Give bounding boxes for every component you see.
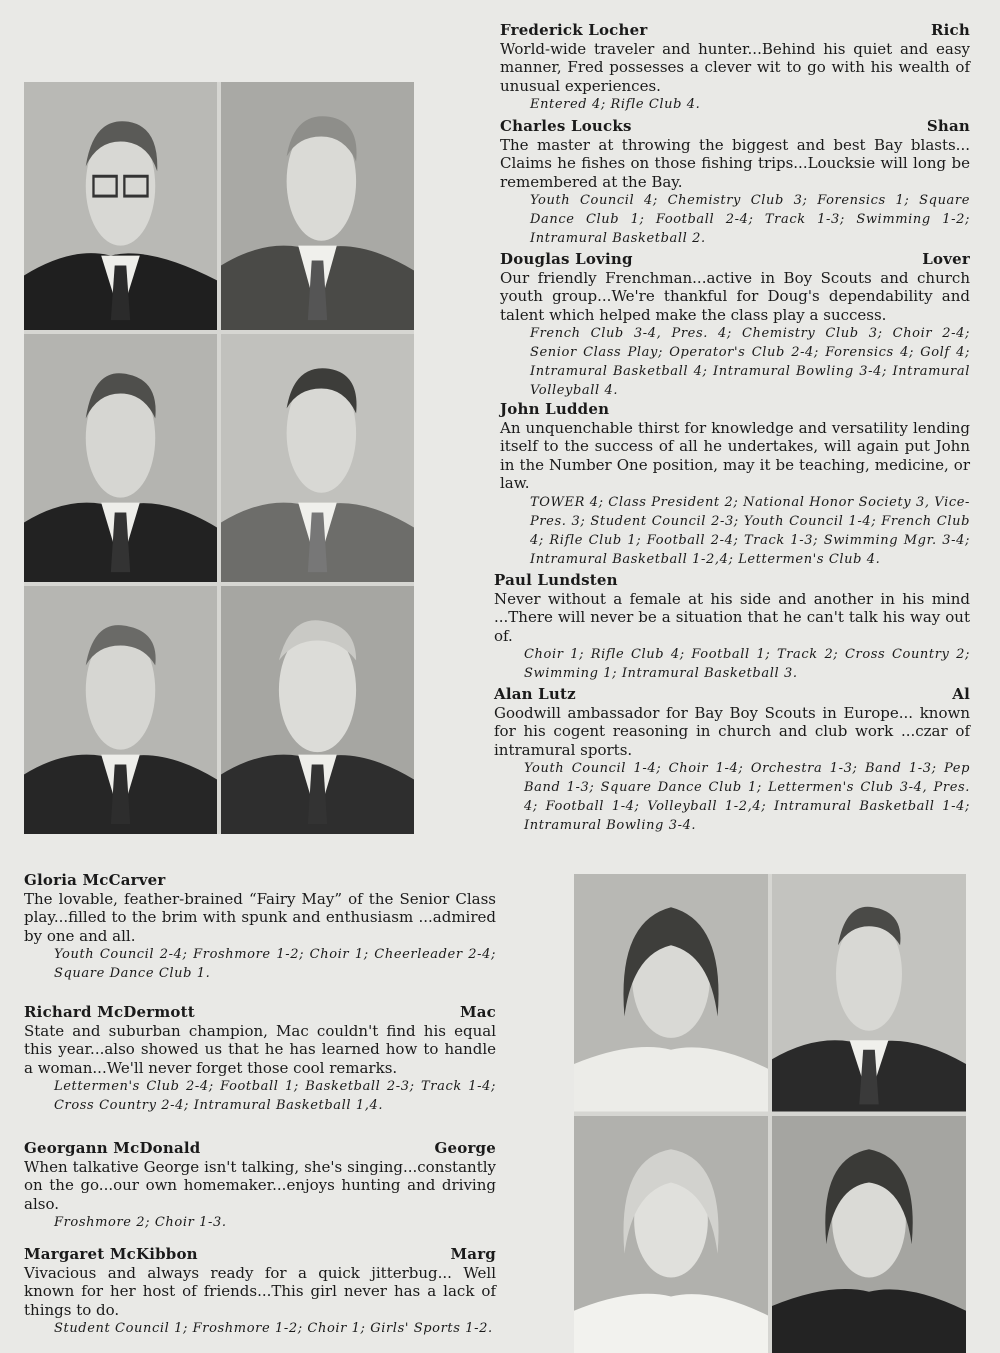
entry-header [24, 1139, 496, 1158]
senior-activities: TOWER 4; Class President 2; National Honor Society 3, Vice-Pres. 3; Student Council 2-3; Youth Council 1-4; French Club 4; Rifle Club 1; Football 2-4; Track 1-3; Swimming Mgr. 3-4; Intramural Basketball 1-2,4; Lettermen's Club 4. [530, 494, 970, 567]
senior-activities: Entered 4; Rifle Club 4. [530, 97, 701, 113]
senior-name: Paul Lundsten [494, 571, 618, 589]
portrait-photo [221, 82, 414, 330]
entry-header [24, 1245, 496, 1264]
senior-nickname: Rich [930, 21, 970, 39]
senior-entry [24, 1245, 496, 1338]
portrait-photo [221, 586, 414, 834]
senior-activities: French Club 3-4, Pres. 4; Chemistry Club 3; Choir 2-4; Senior Class Play; Operator's Club 2-4; Forensics 4; Golf 4; Intramural Basketball 4; Intramural Bowling 3-4; Intramural Volleyball 4. [530, 326, 970, 399]
portrait-photo [574, 874, 768, 1112]
portrait-photo [24, 334, 217, 582]
senior-activities: Youth Council 2-4; Froshmore 1-2; Choir 1; Cheerleader 2-4; Square Dance Club 1. [54, 947, 496, 982]
senior-entry [494, 685, 970, 835]
entry-header [500, 250, 970, 269]
senior-name: John Ludden [500, 400, 610, 418]
senior-description: Vivacious and always ready for a quick jitterbug... Well known for her host of friends...This girl never has a lack of things to do. [24, 1263, 496, 1319]
entry-header [24, 871, 496, 890]
senior-activities: Froshmore 2; Choir 1-3. [54, 1215, 227, 1231]
senior-nickname: George [434, 1139, 496, 1157]
portrait-photo [221, 334, 414, 582]
senior-nickname: Al [952, 685, 970, 703]
senior-description: Goodwill ambassador for Bay Boy Scouts in Europe... known for his cogent reasoning in church and club work ...czar of intramural sports. [494, 703, 970, 759]
entry-header [500, 21, 970, 40]
senior-name: Frederick Locher [500, 21, 648, 39]
senior-nickname: Mac [459, 1003, 496, 1021]
senior-activities: Choir 1; Rifle Club 4; Football 1; Track 2; Cross Country 2; Swimming 1; Intramural Basketball 3. [524, 647, 970, 682]
senior-activities: Youth Council 1-4; Choir 1-4; Orchestra 1-3; Band 1-3; Pep Band 1-3; Square Dance Club 1; Lettermen's Club 3-4, Pres. 4; Football 1-4; Volleyball 1-2,4; Intramural Basketball 1-4; Intramural Bowling 3-4. [524, 761, 970, 834]
senior-activities: Youth Council 4; Chemistry Club 3; Forensics 1; Square Dance Club 1; Football 2-4; Track 1-3; Swimming 1-2; Intramural Basketball 2. [530, 193, 970, 247]
senior-description: The lovable, feather-brained “Fairy May” of the Senior Class play...filled to the brim with spunk and enthusiasm ...admired by one and all. [24, 889, 496, 945]
senior-description: World-wide traveler and hunter...Behind his quiet and easy manner, Fred possesses a clever wit to go with his wealth of unusual experiences. [500, 39, 970, 95]
senior-entry [500, 21, 970, 114]
senior-activities: Student Council 1; Froshmore 1-2; Choir 1; Girls' Sports 1-2. [54, 1321, 493, 1337]
senior-nickname: Lover [922, 250, 970, 268]
senior-entry [494, 571, 970, 683]
senior-description: Never without a female at his side and another in his mind ...There will never be a situation that he can't talk his way out of. [494, 589, 970, 645]
senior-entry [500, 117, 970, 248]
portrait-photo [24, 82, 217, 330]
entry-header [24, 1003, 496, 1022]
senior-description: Our friendly Frenchman...active in Boy Scouts and church youth group...We're thankful for Doug's dependability and talent which helped make the class play a success. [500, 268, 970, 324]
senior-activities: Lettermen's Club 2-4; Football 1; Basketball 2-3; Track 1-4; Cross Country 2-4; Intramural Basketball 1,4. [54, 1079, 496, 1114]
entry-header [500, 400, 970, 419]
senior-entry [500, 250, 970, 400]
senior-nickname: Marg [450, 1245, 496, 1263]
senior-name: Charles Loucks [500, 117, 632, 135]
senior-description: The master at throwing the biggest and best Bay blasts... Claims he fishes on those fishing trips...Loucksie will long be remembered at the Bay. [500, 135, 970, 191]
senior-entry [24, 1003, 496, 1115]
entry-header [494, 685, 970, 704]
senior-nickname: Shan [926, 117, 970, 135]
entry-header [494, 571, 970, 590]
senior-entry [24, 871, 496, 983]
entry-header [500, 117, 970, 136]
senior-entry [24, 1139, 496, 1232]
portrait-photo [24, 586, 217, 834]
senior-name: Margaret McKibbon [24, 1245, 198, 1263]
senior-description: When talkative George isn't talking, she's singing...constantly on the go...our own homemaker...enjoys hunting and driving also. [24, 1157, 496, 1213]
senior-entry [500, 400, 970, 569]
portrait-photo [574, 1116, 768, 1353]
senior-name: Richard McDermott [24, 1003, 195, 1021]
senior-portraits-grid-top [24, 82, 414, 834]
senior-description: State and suburban champion, Mac couldn't find his equal this year...also showed us that he has learned how to handle a woman...We'll never forget those cool remarks. [24, 1021, 496, 1077]
senior-description: An unquenchable thirst for knowledge and versatility lending itself to the success of all he undertakes, will again put John in the Number One position, may it be teaching, medicine, or law. [500, 418, 970, 493]
senior-name: Douglas Loving [500, 250, 633, 268]
senior-name: Gloria McCarver [24, 871, 166, 889]
senior-name: Georgann McDonald [24, 1139, 201, 1157]
senior-portraits-grid-bottom [574, 874, 966, 1353]
senior-name: Alan Lutz [494, 685, 576, 703]
portrait-photo [772, 1116, 966, 1353]
portrait-photo [772, 874, 966, 1112]
